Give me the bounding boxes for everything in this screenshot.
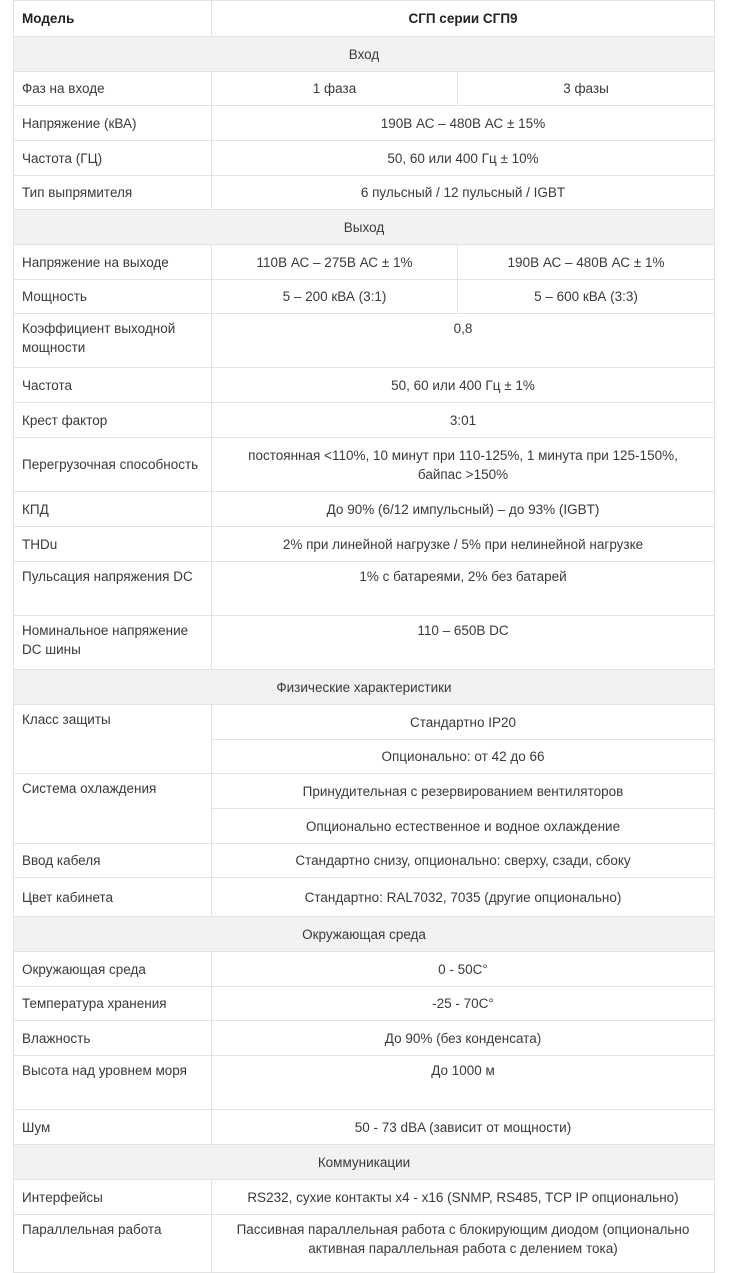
- row-label: Номинальное напряжение DC шины: [14, 616, 212, 670]
- table-row: [14, 106, 715, 141]
- row-value: До 90% (6/12 импульсный) – до 93% (IGBT): [212, 492, 715, 527]
- row-value: Пассивная параллельная работа с блокирующим диодом (опционально активная параллельная работа с делением тока): [212, 1215, 715, 1273]
- table-row: [14, 1056, 715, 1110]
- row-label: Шум: [14, 1110, 212, 1145]
- table-row: [14, 878, 715, 917]
- section-row: [14, 37, 715, 72]
- row-label: Тип выпрямителя: [14, 176, 212, 210]
- section-input: Вход: [14, 37, 715, 72]
- table-row: [14, 368, 715, 403]
- row-value: -25 - 70С°: [212, 987, 715, 1021]
- row-value-three-phase: 3 фазы: [458, 72, 715, 106]
- row-value: До 90% (без конденсата): [212, 1021, 715, 1056]
- row-value-single-phase: 1 фаза: [212, 72, 458, 106]
- row-value: 3:01: [212, 403, 715, 438]
- row-label: Частота: [14, 368, 212, 403]
- row-label: Перегрузочная способность: [14, 438, 212, 492]
- row-label: Класс защиты: [14, 705, 212, 774]
- row-value-three-phase: 190В АС – 480В АС ± 1%: [458, 245, 715, 280]
- model-header: Модель: [14, 1, 212, 37]
- table-header-row: [14, 1, 715, 37]
- row-value-three-phase: 5 – 600 кВА (3:3): [458, 280, 715, 314]
- row-label: Окружающая среда: [14, 952, 212, 987]
- table-row: [14, 280, 715, 314]
- row-value: Стандартно: RAL7032, 7035 (другие опционально): [212, 878, 715, 917]
- row-label: Мощность: [14, 280, 212, 314]
- row-value: 110 – 650В DC: [212, 616, 715, 670]
- row-label: Ввод кабеля: [14, 844, 212, 878]
- row-value-single-phase: 110В АС – 275В АС ± 1%: [212, 245, 458, 280]
- section-row: [14, 917, 715, 952]
- table-row: [14, 141, 715, 176]
- table-row: [14, 705, 715, 740]
- row-label: Высота над уровнем моря: [14, 1056, 212, 1110]
- row-label: Температура хранения: [14, 987, 212, 1021]
- row-label: Частота (ГЦ): [14, 141, 212, 176]
- row-label: Напряжение на выходе: [14, 245, 212, 280]
- table-row: [14, 1110, 715, 1145]
- row-label: Параллельная работа: [14, 1215, 212, 1273]
- table-row: [14, 403, 715, 438]
- table-row: [14, 176, 715, 210]
- table-row: [14, 1215, 715, 1273]
- row-value: 50, 60 или 400 Гц ± 10%: [212, 141, 715, 176]
- row-label: Интерфейсы: [14, 1180, 212, 1215]
- row-label: КПД: [14, 492, 212, 527]
- table-row: [14, 616, 715, 670]
- row-label: Коэффициент выходной мощности: [14, 314, 212, 368]
- row-value: Стандартно снизу, опционально: сверху, сзади, сбоку: [212, 844, 715, 878]
- row-label: Пульсация напряжения DC: [14, 562, 212, 616]
- row-value-single-phase: 5 – 200 кВА (3:1): [212, 280, 458, 314]
- row-value-optional: Опционально естественное и водное охлаждение: [212, 809, 715, 844]
- section-physical: Физические характеристики: [14, 670, 715, 705]
- spec-table: [13, 0, 715, 1273]
- row-value: 0 - 50С°: [212, 952, 715, 987]
- table-row: [14, 492, 715, 527]
- row-value: 6 пульсный / 12 пульсный / IGBT: [212, 176, 715, 210]
- row-label: Фаз на входе: [14, 72, 212, 106]
- section-row: [14, 1145, 715, 1180]
- table-row: [14, 438, 715, 492]
- row-value: 50 - 73 dBA (зависит от мощности): [212, 1110, 715, 1145]
- table-row: [14, 562, 715, 616]
- table-row: [14, 1180, 715, 1215]
- table-row: [14, 952, 715, 987]
- row-value: RS232, сухие контакты x4 - x16 (SNMP, RS485, TCP IP опционально): [212, 1180, 715, 1215]
- row-label: Система охлаждения: [14, 774, 212, 844]
- table-row: [14, 774, 715, 809]
- row-value: 190В АС – 480В АС ± 15%: [212, 106, 715, 141]
- row-value: 2% при линейной нагрузке / 5% при нелинейной нагрузке: [212, 527, 715, 562]
- row-label: Цвет кабинета: [14, 878, 212, 917]
- section-output: Выход: [14, 210, 715, 245]
- row-value: постоянная <110%, 10 минут при 110-125%, 1 минута при 125-150%, байпас >150%: [212, 438, 715, 492]
- row-value-optional: Опционально: от 42 до 66: [212, 740, 715, 774]
- table-row: [14, 987, 715, 1021]
- row-value-standard: Принудительная с резервированием вентиляторов: [212, 774, 715, 809]
- section-environment: Окружающая среда: [14, 917, 715, 952]
- row-label: THDu: [14, 527, 212, 562]
- table-row: [14, 72, 715, 106]
- section-row: [14, 670, 715, 705]
- row-value: 1% с батареями, 2% без батарей: [212, 562, 715, 616]
- table-row: [14, 1021, 715, 1056]
- table-row: [14, 844, 715, 878]
- row-value: До 1000 м: [212, 1056, 715, 1110]
- table-row: [14, 314, 715, 368]
- row-label: Крест фактор: [14, 403, 212, 438]
- table-row: [14, 245, 715, 280]
- section-communications: Коммуникации: [14, 1145, 715, 1180]
- row-label: Влажность: [14, 1021, 212, 1056]
- row-value: 50, 60 или 400 Гц ± 1%: [212, 368, 715, 403]
- row-value: 0,8: [212, 314, 715, 368]
- section-row: [14, 210, 715, 245]
- row-value-standard: Стандартно IP20: [212, 705, 715, 740]
- row-label: Напряжение (кВА): [14, 106, 212, 141]
- table-row: [14, 527, 715, 562]
- series-header: СГП серии СГП9: [212, 1, 715, 37]
